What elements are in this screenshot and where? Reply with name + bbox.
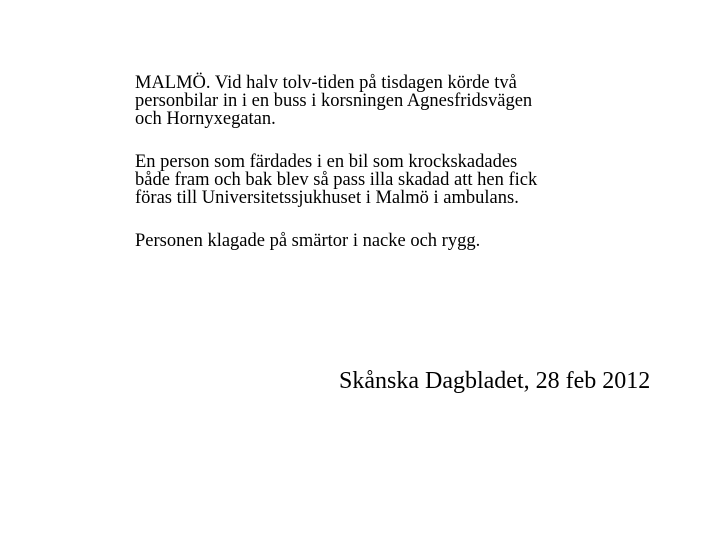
paragraph-2 (135, 153, 595, 207)
paragraph-3-line-1: Personen klagade på smärtor i nacke och rygg. (135, 231, 481, 251)
paragraph-3 (135, 232, 595, 250)
paragraph-1-line-1: MALMÖ. Vid halv tolv-tiden på tisdagen körde två (135, 73, 517, 93)
paragraph-2-line-1: En person som färdades i en bil som krockskadades (135, 152, 518, 172)
paragraph-1 (135, 74, 595, 128)
article-text (135, 74, 595, 250)
paragraph-1-line-3: och Hornyxegatan. (135, 109, 276, 129)
paragraph-1-line-2: personbilar in i en buss i korsningen Agnesfridsvägen (135, 91, 533, 111)
source-citation: Skånska Dagbladet, 28 feb 2012 (339, 368, 651, 394)
paragraph-2-line-3: föras till Universitetssjukhuset i Malmö i ambulans. (135, 188, 519, 208)
paragraph-2-line-2: både fram och bak blev så pass illa skadad att hen fick (135, 170, 538, 190)
